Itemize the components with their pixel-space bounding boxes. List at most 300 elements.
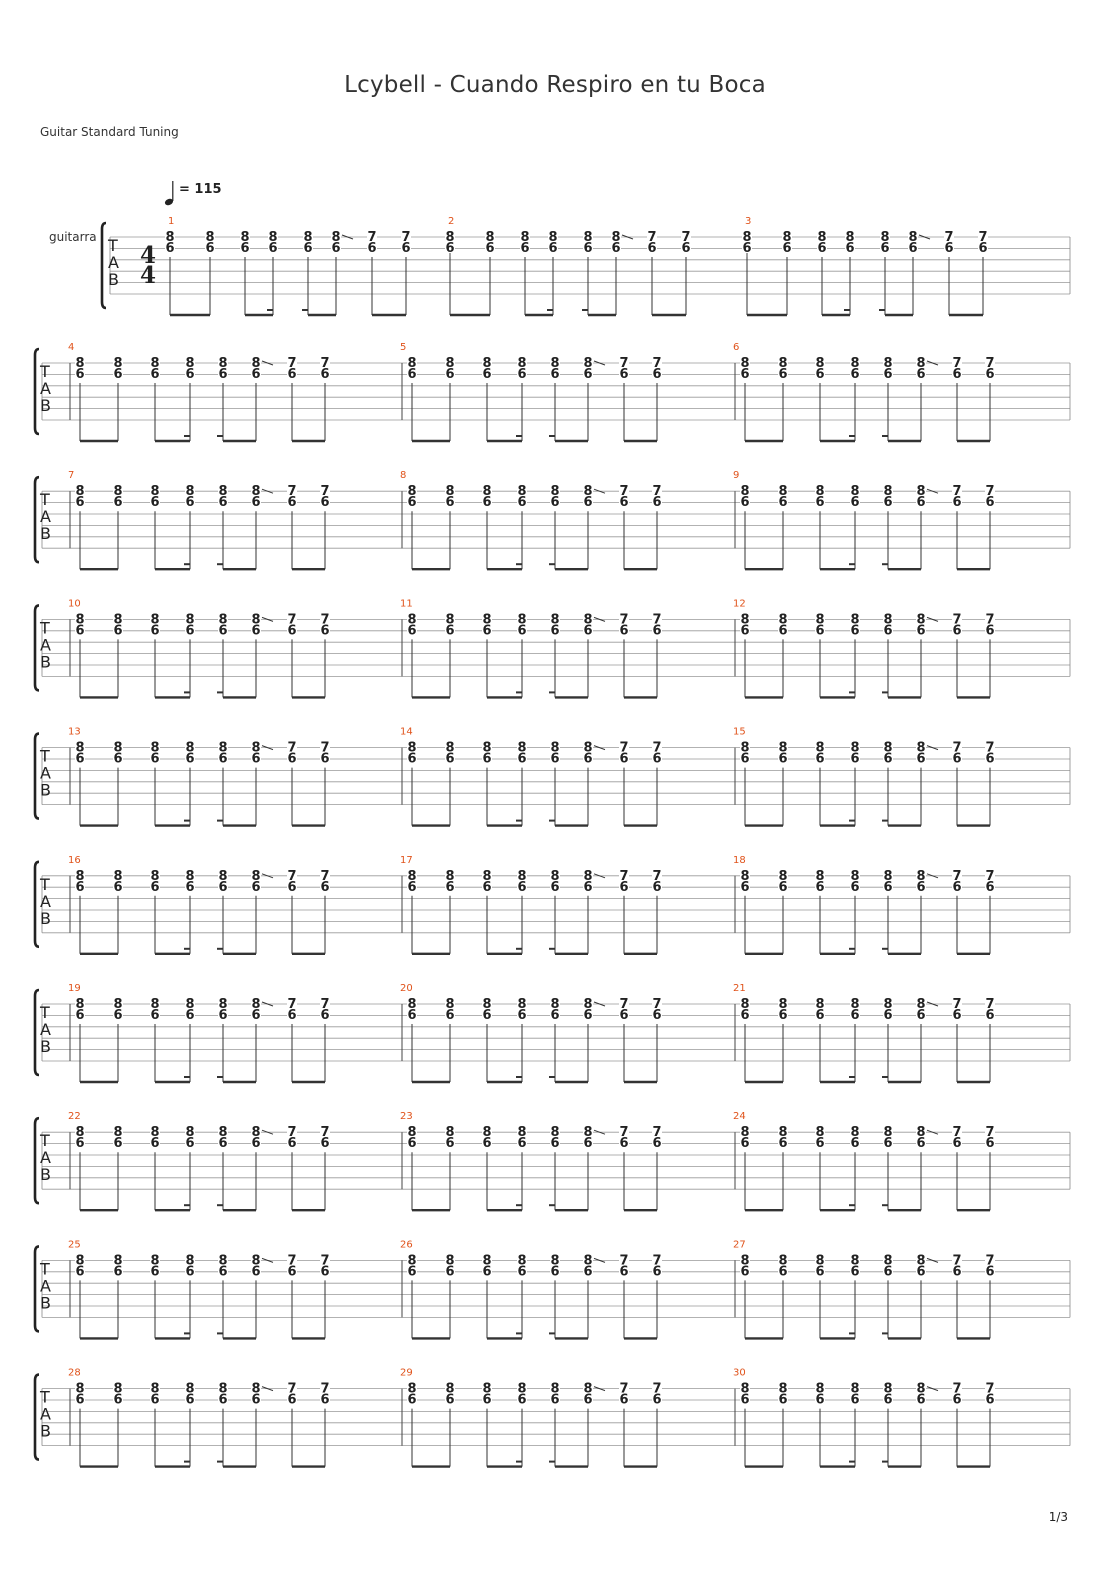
fret-number: 6 [850,1392,860,1408]
chord [850,1253,860,1338]
fret-number: 8 [916,997,926,1012]
measure-number: 18 [733,854,746,866]
chord [619,997,629,1082]
fret-number: 6 [778,751,788,767]
chord [550,1382,560,1467]
fret-number: 6 [916,623,926,639]
fret-number: 8 [583,1381,593,1397]
chord [883,1125,893,1210]
fret-number: 6 [150,1264,160,1280]
chord [482,1382,492,1467]
fret-number: 6 [251,1392,261,1408]
fret-number: 6 [883,879,893,895]
fret-number: 8 [880,230,890,245]
fret-number: 8 [251,612,261,628]
chord [407,741,417,826]
fret-number: 7 [652,740,662,756]
fret-number: 6 [287,495,297,511]
chord [517,741,527,826]
fret-number: 8 [251,997,261,1012]
chord [740,1382,750,1467]
chord [407,612,417,697]
chord [75,1253,85,1338]
fret-number: 8 [185,612,195,628]
chord [482,1125,492,1210]
measure-number: 10 [68,598,81,610]
chord [150,869,160,954]
fret-number: 8 [583,997,593,1012]
fret-number: 8 [482,1125,492,1141]
fret-number: 8 [778,868,788,884]
chord [652,1253,662,1338]
fret-number: 8 [550,868,560,884]
fret-number: 8 [815,1253,825,1269]
fret-number: 8 [185,1381,195,1397]
fret-number: 8 [778,1125,788,1141]
fret-number: 8 [916,484,926,500]
fret-number: 8 [113,1381,123,1397]
fret-number: 6 [815,1008,825,1023]
fret-number: 6 [218,751,228,767]
chord [150,484,160,569]
chord [952,612,962,697]
fret-number: 6 [517,367,527,382]
fret-number: 6 [218,623,228,639]
fret-number: 6 [485,241,495,256]
chord [815,484,825,569]
tab-clef-letter: T [40,1131,50,1151]
fret-number: 6 [619,1136,629,1152]
fret-number: 8 [251,868,261,884]
fret-number: 8 [218,1253,228,1269]
fret-number: 7 [985,997,995,1012]
fret-number: 8 [815,1125,825,1141]
chord [583,997,605,1082]
chord [251,1253,273,1338]
fret-number: 8 [150,868,160,884]
fret-number: 6 [320,367,330,382]
fret-number: 6 [445,623,455,639]
fret-number: 6 [482,367,492,382]
measure [400,1239,662,1338]
chord [782,230,792,315]
fret-number: 6 [113,879,123,895]
fret-number: 8 [185,484,195,500]
fret-number: 6 [985,1008,995,1023]
fret-number: 7 [320,740,330,756]
fret-number: 8 [550,612,560,628]
fret-number: 6 [287,1136,297,1152]
fret-number: 8 [218,868,228,884]
chord [583,230,593,315]
fret-number: 8 [550,356,560,371]
fret-number: 6 [550,1392,560,1408]
tab-clef-letter: T [40,746,50,766]
chord [482,997,492,1082]
fret-number: 8 [517,612,527,628]
measure [400,598,662,697]
fret-number: 6 [185,1008,195,1023]
fret-number: 6 [482,751,492,767]
fret-number: 6 [185,1392,195,1408]
chord [445,484,455,569]
fret-number: 6 [150,751,160,767]
tab-clef-letter: A [40,1020,51,1039]
fret-number: 8 [583,484,593,500]
fret-number: 6 [985,1264,995,1280]
chord [815,869,825,954]
fret-number: 8 [75,484,85,500]
chord [883,997,893,1082]
fret-number: 8 [407,484,417,500]
fret-number: 6 [883,751,893,767]
fret-number: 7 [619,484,629,500]
fret-number: 8 [218,1125,228,1141]
chord [150,356,160,441]
chord [985,741,995,826]
fret-number: 6 [916,879,926,895]
fret-number: 8 [740,740,750,756]
chord [482,869,492,954]
fret-number: 6 [320,1136,330,1152]
fret-number: 8 [883,1381,893,1397]
chord [445,997,455,1082]
system-bracket [102,223,106,308]
chord [985,869,995,954]
chord [583,1125,605,1210]
fret-number: 6 [619,495,629,511]
tempo-marking [164,181,222,206]
fret-number: 6 [150,879,160,895]
chord [150,1125,160,1210]
fret-number: 8 [407,356,417,371]
fret-number: 8 [185,1125,195,1141]
fret-number: 8 [550,1125,560,1141]
time-signature-top: 4 [140,242,157,269]
chord [218,356,228,441]
fret-number: 8 [218,484,228,500]
fret-number: 8 [815,484,825,500]
measure [733,342,995,441]
chord [445,1253,455,1338]
chord [320,612,330,697]
measure [68,598,330,697]
fret-number: 8 [482,356,492,371]
chord [320,869,330,954]
fret-number: 6 [583,1136,593,1152]
fret-number: 6 [815,1264,825,1280]
measure [445,216,691,315]
chord [113,356,123,441]
tab-clef-letter: T [40,618,50,638]
fret-number: 8 [850,997,860,1012]
fret-number: 6 [883,1008,893,1023]
tab-system [102,216,1070,315]
fret-number: 6 [619,623,629,639]
fret-number: 7 [985,612,995,628]
fret-number: 8 [517,1381,527,1397]
fret-number: 6 [583,751,593,767]
fret-number: 6 [75,1008,85,1023]
measure-number: 14 [400,726,413,738]
chord [482,484,492,569]
fret-number: 6 [218,1392,228,1408]
fret-number: 6 [916,1008,926,1023]
fret-number: 6 [287,367,297,382]
measure [742,216,988,315]
fret-number: 8 [251,356,261,371]
fret-number: 8 [482,997,492,1012]
fret-number: 8 [482,1253,492,1269]
fret-number: 6 [883,1392,893,1408]
fret-number: 6 [740,623,750,639]
fret-number: 8 [778,740,788,756]
fret-number: 6 [985,1392,995,1408]
chord [517,484,527,569]
chord [883,356,893,441]
chord [445,741,455,826]
fret-number: 8 [75,1381,85,1397]
fret-number: 6 [952,495,962,511]
chord [520,230,530,315]
time-signature-bottom: 4 [140,262,157,289]
fret-number: 6 [482,623,492,639]
chord [218,741,228,826]
fret-number: 8 [445,1381,455,1397]
fret-number: 7 [647,230,657,245]
chord [815,356,825,441]
chord [218,1382,228,1467]
fret-number: 6 [740,1008,750,1023]
measure-number: 6 [733,342,740,353]
fret-number: 7 [401,230,411,245]
fret-number: 6 [740,1136,750,1152]
fret-number: 7 [619,1253,629,1269]
fret-number: 8 [407,997,417,1012]
chord [150,1253,160,1338]
fret-number: 8 [815,740,825,756]
chord [742,230,752,315]
fret-number: 8 [407,868,417,884]
fret-number: 8 [113,612,123,628]
fret-number: 6 [517,623,527,639]
measure [68,1368,330,1467]
fret-number: 6 [778,495,788,511]
fret-number: 8 [482,868,492,884]
chord [185,741,195,826]
fret-number: 7 [320,484,330,500]
fret-number: 6 [916,367,926,382]
fret-number: 7 [652,356,662,371]
chord [952,1125,962,1210]
chord [482,741,492,826]
chord [185,484,195,569]
fret-number: 8 [883,868,893,884]
fret-number: 6 [583,241,593,256]
chord [619,484,629,569]
chord [251,741,273,826]
fret-number: 6 [407,1392,417,1408]
measure [68,342,330,441]
fret-number: 7 [652,612,662,628]
fret-number: 8 [150,1253,160,1269]
chord [778,869,788,954]
fret-number: 7 [320,997,330,1012]
fret-number: 6 [815,1136,825,1152]
fret-number: 8 [850,1253,860,1269]
fret-number: 8 [778,612,788,628]
measure-number: 9 [733,470,740,482]
fret-number: 8 [850,356,860,371]
chord [251,1125,273,1210]
chord [75,1382,85,1467]
chord [75,612,85,697]
fret-number: 7 [652,997,662,1012]
chord [320,997,330,1082]
chord [218,1125,228,1210]
chord [740,869,750,954]
measure-number: 2 [448,216,455,227]
fret-number: 6 [517,1136,527,1152]
fret-number: 6 [583,1008,593,1023]
fret-number: 6 [482,879,492,895]
fret-number: 8 [445,484,455,500]
fret-number: 6 [652,1008,662,1023]
fret-number: 8 [548,230,558,245]
chord [75,356,85,441]
chord [113,869,123,954]
fret-number: 8 [485,230,495,245]
measure-number: 23 [400,1111,413,1123]
system-bracket [35,1375,39,1460]
tab-clef-letter: T [40,874,50,894]
fret-number: 8 [445,740,455,756]
fret-number: 6 [407,1264,417,1280]
chord [320,1125,330,1210]
fret-number: 6 [75,751,85,767]
fret-number: 8 [268,230,278,245]
measure-number: 5 [400,342,407,353]
fret-number: 8 [75,740,85,756]
chord [550,997,560,1082]
measure [165,216,411,315]
chord [850,1125,860,1210]
fret-number: 8 [740,997,750,1012]
measure [733,855,995,954]
fret-number: 6 [150,1136,160,1152]
fret-number: 7 [985,868,995,884]
chord [75,869,85,954]
fret-number: 6 [320,751,330,767]
fret-number: 6 [883,1136,893,1152]
fret-number: 8 [883,612,893,628]
fret-number: 7 [619,1381,629,1397]
fret-number: 6 [740,879,750,895]
tab-clef-letter: A [108,253,119,272]
fret-number: 6 [445,241,455,256]
fret-number: 6 [916,1392,926,1408]
chord [240,230,250,315]
chord [740,356,750,441]
fret-number: 8 [778,997,788,1012]
measure-number: 16 [68,854,81,866]
fret-number: 8 [75,356,85,371]
fret-number: 6 [652,1392,662,1408]
chord [113,741,123,826]
fret-number: 8 [778,1253,788,1269]
fret-number: 6 [218,1008,228,1023]
chord [619,869,629,954]
measure [400,342,662,441]
fret-number: 6 [205,241,215,256]
fret-number: 6 [150,1392,160,1408]
fret-number: 6 [251,751,261,767]
chord [320,1382,330,1467]
tab-clef-letter: B [40,1421,51,1441]
chord [218,997,228,1082]
tab-system [35,342,1070,441]
chord [320,1253,330,1338]
fret-number: 8 [150,612,160,628]
chord [287,612,297,697]
chord [482,356,492,441]
fret-number: 7 [652,1381,662,1397]
fret-number: 6 [850,879,860,895]
fret-number: 6 [619,367,629,382]
fret-number: 8 [113,868,123,884]
fret-number: 6 [185,1264,195,1280]
fret-number: 6 [880,241,890,256]
fret-number: 7 [320,356,330,371]
fret-number: 6 [740,1392,750,1408]
chord [185,1125,195,1210]
chord [113,484,123,569]
chord [185,1253,195,1338]
fret-number: 6 [916,751,926,767]
fret-number: 8 [583,868,593,884]
fret-number: 7 [287,740,297,756]
fret-number: 8 [407,1381,417,1397]
chord [778,484,788,569]
fret-number: 6 [740,751,750,767]
fret-number: 6 [778,367,788,382]
fret-number: 6 [850,751,860,767]
chord [550,1125,560,1210]
fret-number: 6 [287,879,297,895]
fret-number: 8 [251,1125,261,1141]
fret-number: 8 [883,484,893,500]
fret-number: 8 [75,612,85,628]
fret-number: 6 [583,495,593,511]
fret-number: 6 [320,1264,330,1280]
fret-number: 8 [883,1125,893,1141]
chord [517,356,527,441]
chord [619,356,629,441]
chord [850,484,860,569]
fret-number: 8 [583,230,593,245]
fret-number: 6 [778,1008,788,1023]
fret-number: 7 [985,1125,995,1141]
chord [113,1253,123,1338]
fret-number: 7 [619,1125,629,1141]
chord [815,741,825,826]
system-bracket [35,1246,39,1331]
chord [331,230,353,315]
fret-number: 7 [952,740,962,756]
measure [68,1239,330,1338]
chord [185,997,195,1082]
chord [880,230,890,315]
